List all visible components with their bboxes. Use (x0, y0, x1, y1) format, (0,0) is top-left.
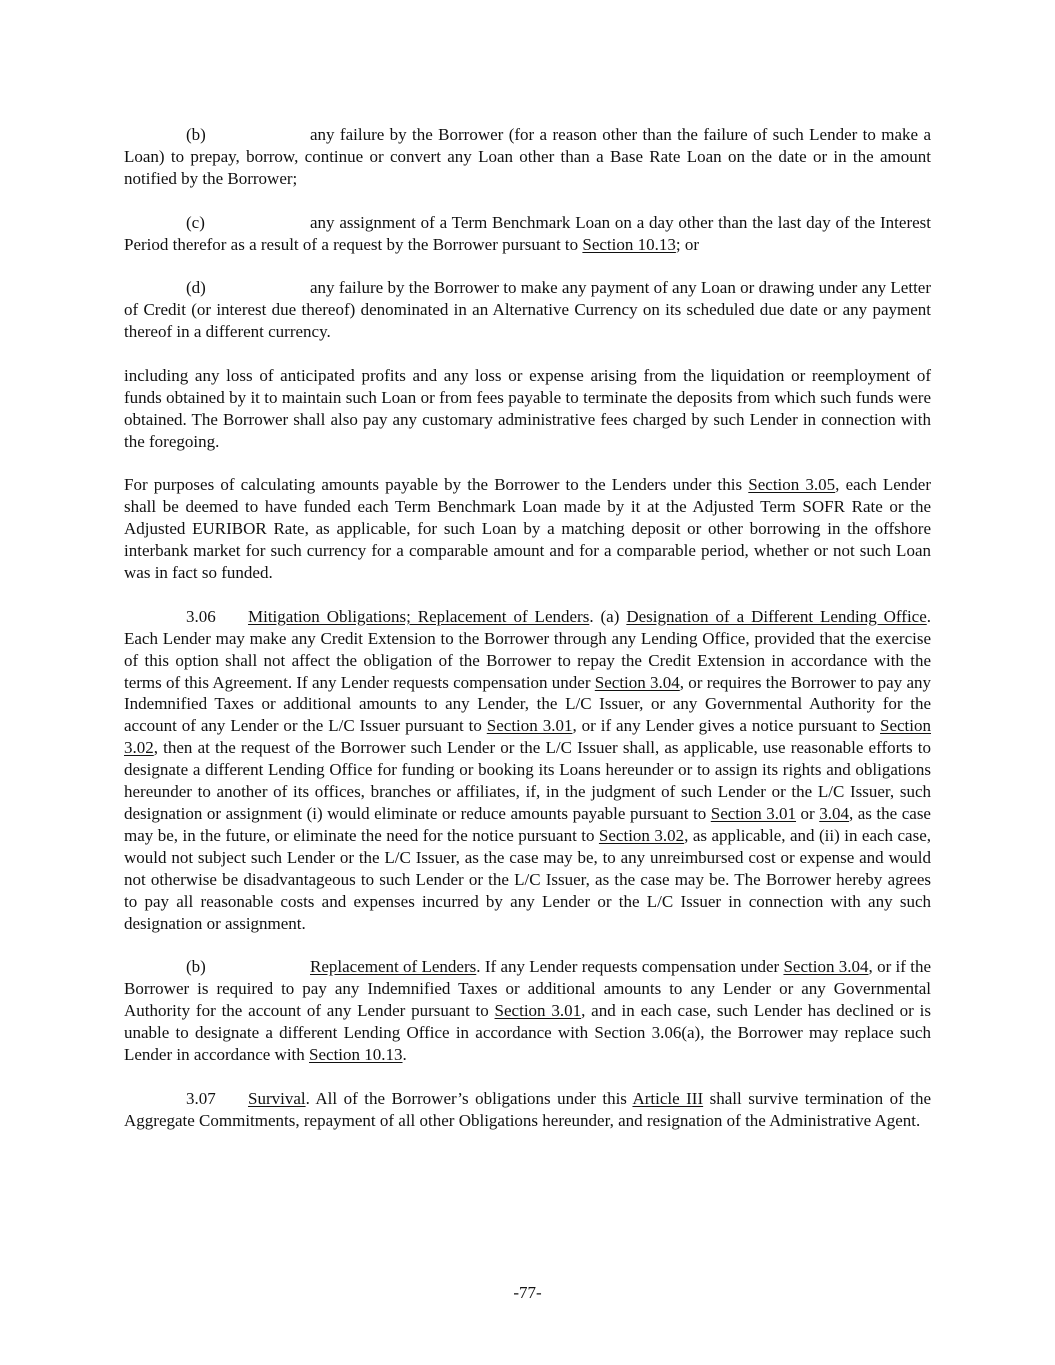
section-3-06-text-4: , or if any Lender gives a notice pursuant to (572, 716, 881, 736)
section-number-3-07: 3.07 (186, 1088, 216, 1108)
section-10-13-link-2[interactable]: Section 10.13 (309, 1044, 403, 1064)
clause-label-306b: (b) (186, 957, 206, 977)
subsection-heading-3-06b: Replacement of Lenders (310, 957, 477, 977)
page-number: -77- (513, 1283, 542, 1302)
clause-text-c: any assignment of a Term Benchmark Loan on a day other than the last day of the Interest Period therefor as a result of a request by the Borrower pursuant to (124, 212, 931, 254)
section-10-13-link[interactable]: Section 10.13 (582, 234, 676, 254)
section-3-04-link[interactable]: Section 3.04 (594, 672, 680, 692)
section-3-02-link-2[interactable]: Section 3.02 (598, 825, 685, 845)
purposes-text-end: , each Lender shall be deemed to have funded each Term Benchmark Loan made by it at the Adjusted Term SOFR Rate or the Adjusted EURIBOR Rate, as applicable, for such Loan by a matching deposit or other borrowing in the offshore interbank market for such currency for a comparable amount and for a comparable period, whether or not such Loan was in fact so funded. (124, 475, 931, 583)
paragraph-d (124, 277, 931, 343)
paragraph-b (124, 124, 931, 190)
section-3-04-link-2[interactable]: 3.04 (819, 804, 849, 824)
section-3-02-link[interactable]: Section 3.02 (124, 716, 932, 758)
section-3-06-text-7: , as the case may be, in the future, or eliminate the need for the notice pursuant to (124, 804, 931, 845)
section-3-01-link-2[interactable]: Section 3.01 (710, 804, 797, 824)
section-3-06-text-8: , as applicable, and (ii) in each case, would not subject such Lender or the L/C Issuer, as the case may be, to any unreimbursed cost or expense and would not otherwise be disadvantageous to such Lender or the L/C Issuer, as the case may be. The Borrower hereby agrees to pay all reasonable costs and expenses incurred by any Lender or the L/C Issuer in connection with any such designation or assignment. (124, 825, 931, 933)
section-3-07 (124, 1088, 931, 1132)
article-iii-link[interactable]: Article III (632, 1088, 704, 1108)
clause-label-b: (b) (186, 125, 206, 144)
section-3-01-link-3[interactable]: Section 3.01 (494, 1001, 582, 1021)
section-3-06-text-1: . (a) (589, 606, 627, 626)
section-3-04-link-3[interactable]: Section 3.04 (783, 957, 869, 977)
clause-label-d: (d) (186, 278, 206, 298)
section-heading-3-06: Mitigation Obligations; Replacement of Lenders (248, 606, 590, 626)
section-3-05-link[interactable]: Section 3.05 (748, 475, 836, 495)
section-3-06b-text-2: , or if the Borrower is required to pay any Indemnified Taxes or additional amounts to any Lender or any Governmental Authority for the account of any Lender pursuant to (124, 957, 931, 1021)
section-3-01-link[interactable]: Section 3.01 (486, 716, 573, 736)
subsection-heading-3-06a: Designation of a Different Lending Office (626, 606, 927, 626)
clause-text-d: any failure by the Borrower to make any payment of any Loan or drawing under any Letter of Credit (or interest due thereof) denominated in an Alternative Currency on its scheduled due date or any payment thereof in a different currency. (124, 278, 931, 342)
section-3-07-text-2: shall survive termination of the Aggregate Commitments, repayment of all other Obligations hereunder, and resignation of the Administrative Agent. (124, 1088, 931, 1130)
section-3-06-text-5: , then at the request of the Borrower such Lender or the L/C Issuer shall, as applicable, use reasonable efforts to designate a different Lending Office for funding or booking its Loans hereunder or to assign its rights and obligations hereunder to another of its offices, branches or affiliates, if, in the judgment of such Lender or the L/C Issuer, such designation or assignment (i) would eliminate or reduce amounts payable pursuant to (124, 738, 931, 824)
including-text: including any loss of anticipated profits and any loss or expense arising from the liquidation or reemployment of funds obtained by it to maintain such Loan or from fees payable to terminate the deposits from which such funds were obtained. The Borrower shall also pay any customary administrative fees charged by such Lender in connection with the foregoing. (124, 365, 931, 451)
section-3-06b-text-1: . If any Lender requests compensation under (476, 957, 784, 977)
section-3-06 (124, 606, 931, 935)
section-3-06-b (124, 956, 931, 1066)
section-3-06-text-2: . Each Lender may make any Credit Extension to the Borrower through any Lending Office, provided that the exercise of this option shall not affect the obligation of the Borrower to repay the Credit Extension in accordance with the terms of this Agreement. If any Lender requests compensation under (124, 606, 932, 692)
purposes-text: For purposes of calculating amounts payable by the Borrower to the Lenders under this (124, 475, 749, 495)
paragraph-purposes (124, 474, 931, 584)
body-text (124, 124, 931, 1153)
section-3-06-text-3: , or requires the Borrower to pay any Indemnified Taxes or additional amounts to any Lender, the L/C Issuer, or any Governmental Authority for the account of any Lender or the L/C Issuer pursuant to (124, 672, 932, 736)
clause-text-b: any failure by the Borrower (for a reason other than the failure of such Lender to make a Loan) to prepay, borrow, continue or convert any Loan other than a Base Rate Loan on the date or in the amount notified by the Borrower; (124, 125, 931, 188)
clause-text-c-end: ; or (675, 234, 700, 254)
paragraph-c (124, 212, 931, 256)
section-3-06b-text-4: . (402, 1044, 407, 1064)
section-3-06-text-6: or (796, 804, 820, 824)
section-number-3-06: 3.06 (186, 606, 216, 626)
section-3-07-text-1: . All of the Borrower’s obligations under this (305, 1088, 633, 1108)
clause-label-c: (c) (186, 212, 205, 232)
paragraph-including (124, 365, 931, 453)
section-heading-3-07: Survival (248, 1088, 306, 1108)
section-3-06b-text-3: , and in each case, such Lender has declined or is unable to designate a different Lending Office in accordance with Section 3.06(a), the Borrower may replace such Lender in accordance with (124, 1001, 931, 1064)
